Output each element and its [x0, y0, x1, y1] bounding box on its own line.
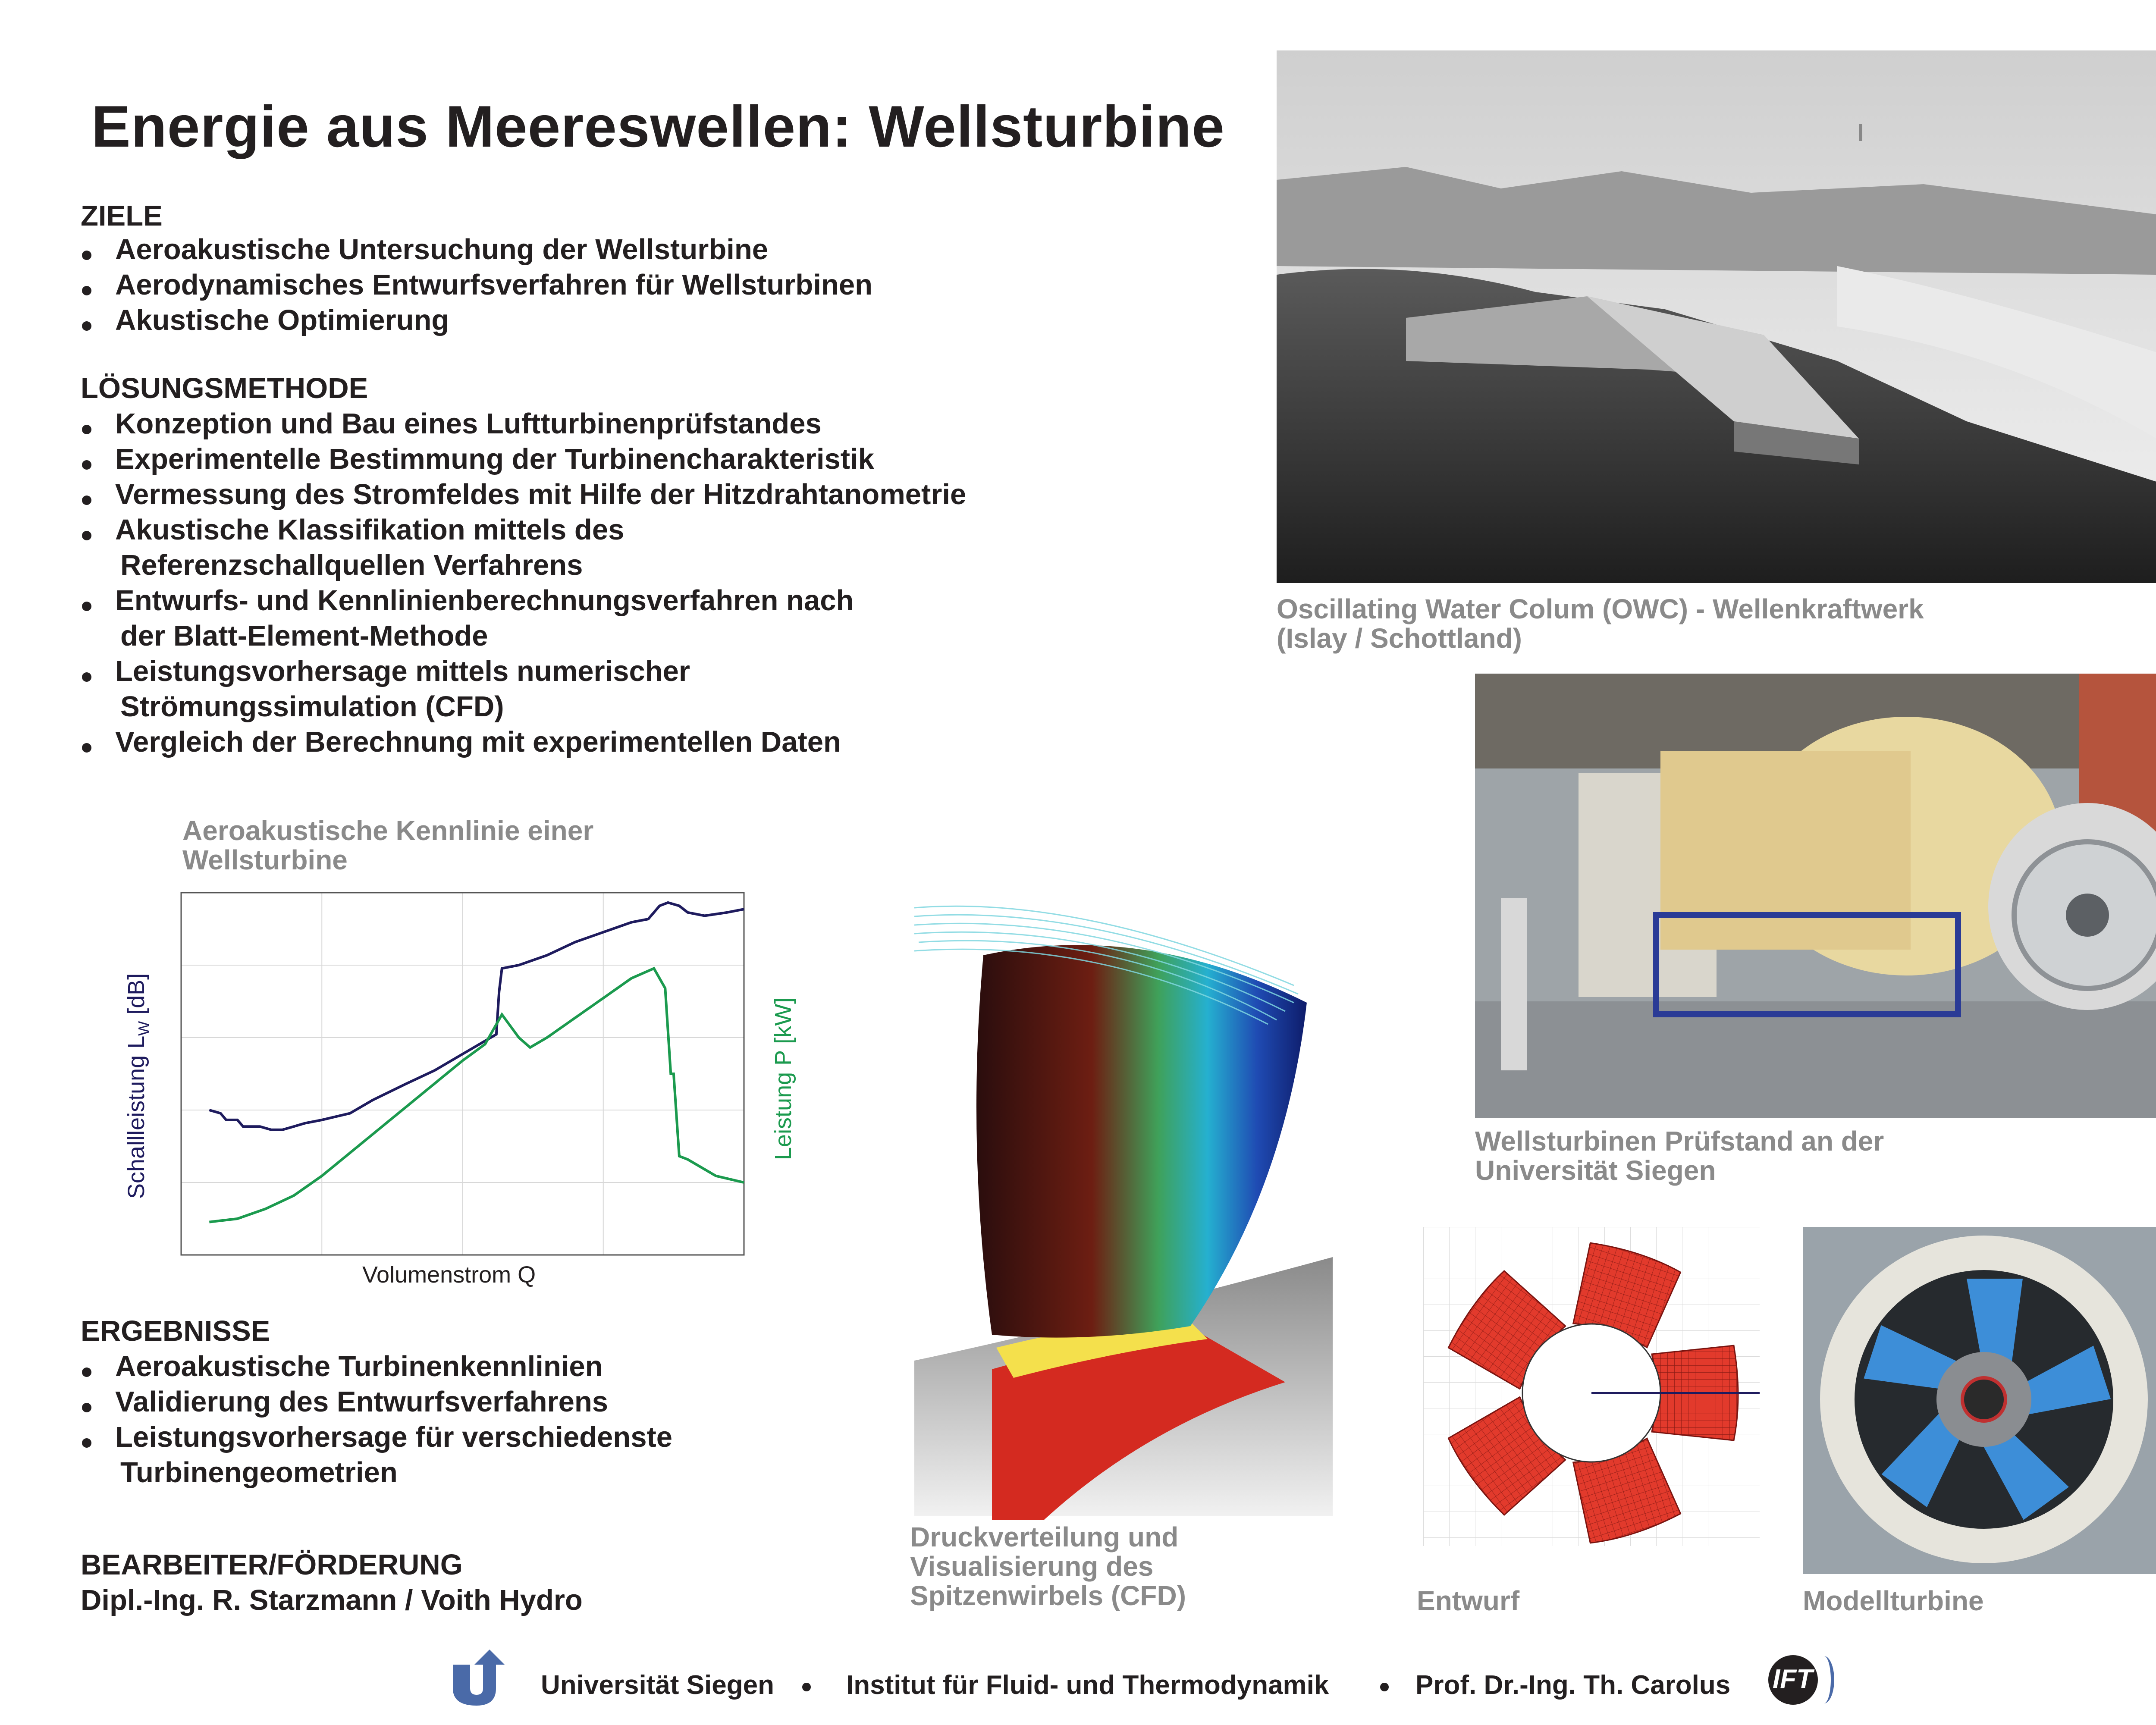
- ziele-heading: ZIELE: [81, 200, 163, 232]
- y-axis-left-label: Schallleistung $L_W$ [dB]: [123, 973, 153, 1199]
- poster-title: Energie aus Meereswellen: Wellsturbine: [91, 94, 1225, 159]
- ziele-item: Akustische Optimierung: [81, 303, 872, 338]
- x-axis-label: Volumenstrom Q: [362, 1262, 536, 1288]
- y-axis-right-label: Leistung P [kW]: [770, 997, 796, 1160]
- owc-caption: Oscillating Water Colum (OWC) - Wellenkraftwerk (Islay / Schottland): [1277, 593, 1924, 654]
- chart-grid: [181, 893, 744, 1255]
- ergebnisse-item: Validierung des Entwurfsverfahrens: [81, 1384, 672, 1420]
- footer-prof: Prof. Dr.-Ing. Th. Carolus: [1415, 1670, 1731, 1700]
- entwurf-diagram: [1423, 1227, 1760, 1546]
- ziele-item: Aerodynamisches Entwurfsverfahren für Wellsturbinen: [81, 267, 872, 303]
- footer-uni: Universität Siegen: [541, 1670, 774, 1700]
- loesung-item: Akustische Klassifikation mittels des Referenzschallquellen Verfahrens: [81, 512, 966, 583]
- ergebnisse-item: Aeroakustische Turbinenkennlinien: [81, 1349, 672, 1384]
- ziele-item: Aeroakustische Untersuchung der Wellsturbine: [81, 232, 872, 267]
- loesung-item: Vermessung des Stromfeldes mit Hilfe der Hitzdrahtanometrie: [81, 477, 966, 512]
- footer-separator: [1380, 1683, 1389, 1691]
- chart-title: Aeroakustische Kennlinie einer Wellsturbine: [182, 815, 594, 875]
- bearbeiter-heading: BEARBEITER/FÖRDERUNG: [81, 1549, 463, 1581]
- modellturbine-caption: Modellturbine: [1803, 1585, 1984, 1616]
- loesung-item: Leistungsvorhersage mittels numerischer Strömungssimulation (CFD): [81, 654, 966, 724]
- loesung-item: Experimentelle Bestimmung der Turbinencharakteristik: [81, 442, 966, 477]
- ergebnisse-list: [81, 1349, 672, 1490]
- ergebnisse-heading: ERGEBNISSE: [81, 1315, 270, 1347]
- ergebnisse-item: Leistungsvorhersage für verschiedenste Turbinengeometrien: [81, 1420, 672, 1490]
- kennlinie-chart: [116, 875, 789, 1298]
- loesung-list: [81, 406, 966, 760]
- ziele-list: [81, 232, 872, 338]
- entwurf-caption: Entwurf: [1417, 1585, 1520, 1616]
- series-line-leistung: [209, 969, 744, 1222]
- modellturbine-photo: [1803, 1227, 2156, 1574]
- loesung-heading: LÖSUNGSMETHODE: [81, 372, 368, 405]
- cfd-caption: Druckverteilung und Visualisierung des Spitzenwirbels (CFD): [910, 1521, 1186, 1611]
- series-line-schallleistung: [209, 903, 744, 1130]
- pruefstand-photo: [1475, 674, 2156, 1118]
- bearbeiter-text: Dipl.-Ing. R. Starzmann / Voith Hydro: [81, 1584, 583, 1616]
- cfd-visualisation: [906, 886, 1346, 1520]
- loesung-item: Konzeption und Bau eines Luftturbinenprüfstandes: [81, 406, 966, 442]
- footer-institut: Institut für Fluid- und Thermodynamik: [846, 1670, 1329, 1700]
- pruefstand-caption: Wellsturbinen Prüfstand an der Universität Siegen: [1475, 1126, 1884, 1186]
- footer-separator: [802, 1683, 811, 1691]
- owc-photo: [1277, 50, 2156, 583]
- ift-logo: IFT: [1768, 1652, 1835, 1708]
- loesung-item: Entwurfs- und Kennlinienberechnungsverfahren nach der Blatt-Element-Methode: [81, 583, 966, 654]
- uni-siegen-logo: [449, 1647, 509, 1708]
- loesung-item: Vergleich der Berechnung mit experimentellen Daten: [81, 724, 966, 760]
